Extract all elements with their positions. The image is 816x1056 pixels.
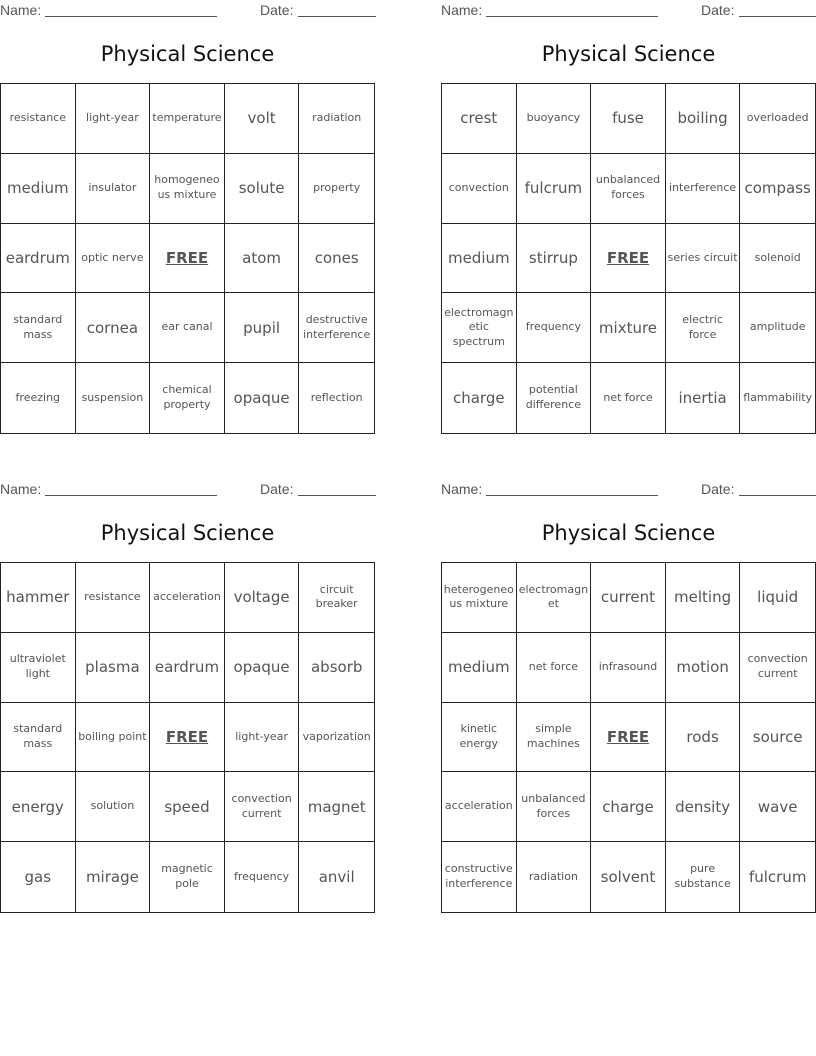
name-blank-line — [486, 16, 658, 17]
name-blank-line — [45, 495, 217, 496]
bingo-cell: density — [666, 772, 741, 842]
bingo-cell: current — [591, 563, 666, 633]
card-title: Physical Science — [541, 521, 716, 545]
bingo-cell: solute — [225, 154, 300, 224]
free-space-cell: FREE — [150, 224, 225, 294]
bingo-grid — [0, 562, 375, 913]
card-header — [0, 479, 375, 499]
bingo-cell: convection current — [740, 633, 815, 703]
bingo-cell: interference — [666, 154, 741, 224]
bingo-cell: freezing — [1, 363, 76, 433]
date-blank-line — [298, 16, 376, 17]
bingo-cell: melting — [666, 563, 741, 633]
bingo-cell: boiling point — [76, 703, 151, 773]
bingo-cell: kinetic energy — [442, 703, 517, 773]
name-blank-line — [45, 16, 217, 17]
bingo-card — [0, 479, 375, 919]
card-title: Physical Science — [100, 521, 275, 545]
bingo-cell: fuse — [591, 84, 666, 154]
bingo-cell: rods — [666, 703, 741, 773]
name-label: Name: — [441, 481, 483, 497]
bingo-cell: eardrum — [1, 224, 76, 294]
bingo-cell: crest — [442, 84, 517, 154]
bingo-cell: suspension — [76, 363, 151, 433]
bingo-cell: motion — [666, 633, 741, 703]
bingo-cell: buoyancy — [517, 84, 592, 154]
bingo-cell: insulator — [76, 154, 151, 224]
bingo-cell: pure substance — [666, 842, 741, 912]
card-header — [0, 0, 375, 20]
bingo-cell: magnet — [299, 772, 374, 842]
bingo-cell: boiling — [666, 84, 741, 154]
bingo-cell: mixture — [591, 293, 666, 363]
bingo-cell: constructive interference — [442, 842, 517, 912]
bingo-cell: homogeneous mixture — [150, 154, 225, 224]
bingo-cell: chemical property — [150, 363, 225, 433]
bingo-cell: cones — [299, 224, 374, 294]
bingo-cell: resistance — [1, 84, 76, 154]
bingo-cell: stirrup — [517, 224, 592, 294]
bingo-cell: frequency — [225, 842, 300, 912]
bingo-cell: source — [740, 703, 815, 773]
date-label: Date: — [701, 2, 735, 18]
bingo-cell: resistance — [76, 563, 151, 633]
bingo-cell: potential difference — [517, 363, 592, 433]
date-label: Date: — [701, 481, 735, 497]
bingo-grid — [0, 83, 375, 434]
bingo-cell: volt — [225, 84, 300, 154]
bingo-cell: radiation — [517, 842, 592, 912]
bingo-cell: solution — [76, 772, 151, 842]
name-label: Name: — [0, 2, 42, 18]
bingo-cell: standard mass — [1, 703, 76, 773]
card-title: Physical Science — [541, 42, 716, 66]
bingo-cell: overloaded — [740, 84, 815, 154]
date-blank-line — [739, 16, 816, 17]
bingo-cell: medium — [442, 224, 517, 294]
bingo-cell: speed — [150, 772, 225, 842]
bingo-cell: net force — [517, 633, 592, 703]
bingo-cell: optic nerve — [76, 224, 151, 294]
bingo-card — [0, 0, 375, 440]
card-header — [441, 0, 816, 20]
bingo-cell: solenoid — [740, 224, 815, 294]
bingo-cell: solvent — [591, 842, 666, 912]
bingo-cell: temperature — [150, 84, 225, 154]
date-blank-line — [298, 495, 376, 496]
bingo-cell: charge — [591, 772, 666, 842]
bingo-cell: fulcrum — [517, 154, 592, 224]
name-label: Name: — [0, 481, 42, 497]
bingo-cell: cornea — [76, 293, 151, 363]
bingo-cell: compass — [740, 154, 815, 224]
bingo-cell: hammer — [1, 563, 76, 633]
date-label: Date: — [260, 2, 294, 18]
bingo-cell: frequency — [517, 293, 592, 363]
bingo-cell: electric force — [666, 293, 741, 363]
bingo-cell: flammability — [743, 390, 813, 404]
free-space-cell: FREE — [150, 703, 225, 773]
bingo-card — [441, 479, 816, 919]
bingo-cell: wave — [740, 772, 815, 842]
bingo-cell: standard mass — [1, 293, 76, 363]
bingo-cell: ear canal — [150, 293, 225, 363]
bingo-cell: property — [299, 154, 374, 224]
bingo-cell: net force — [591, 363, 666, 433]
bingo-cell: electromagnetic spectrum — [442, 293, 517, 363]
bingo-cell: anvil — [318, 867, 355, 886]
bingo-cell: atom — [225, 224, 300, 294]
bingo-cell: plasma — [76, 633, 151, 703]
bingo-cell: medium — [442, 633, 517, 703]
bingo-cell: convection current — [225, 772, 300, 842]
bingo-cell: radiation — [299, 84, 374, 154]
card-title: Physical Science — [100, 42, 275, 66]
bingo-cell: absorb — [299, 633, 374, 703]
bingo-cell: voltage — [225, 563, 300, 633]
bingo-cell: fulcrum — [748, 867, 807, 886]
free-space-cell: FREE — [591, 703, 666, 773]
bingo-card — [441, 0, 816, 440]
bingo-cell: simple machines — [517, 703, 592, 773]
bingo-cell: acceleration — [442, 772, 517, 842]
bingo-cell: magnetic pole — [150, 842, 225, 912]
bingo-cell: heterogeneous mixture — [442, 563, 517, 633]
bingo-cell: reflection — [310, 390, 363, 404]
free-space-cell: FREE — [591, 224, 666, 294]
bingo-cell: gas — [1, 842, 76, 912]
bingo-grid — [441, 83, 816, 434]
bingo-cell: ultraviolet light — [1, 633, 76, 703]
bingo-cell: acceleration — [150, 563, 225, 633]
name-blank-line — [486, 495, 658, 496]
bingo-cell: series circuit — [666, 224, 741, 294]
bingo-cell: unbalanced forces — [591, 154, 666, 224]
bingo-cell: opaque — [225, 363, 300, 433]
bingo-cell: vaporization — [299, 703, 374, 773]
bingo-grid — [441, 562, 816, 913]
bingo-cell: pupil — [225, 293, 300, 363]
bingo-cell: light-year — [76, 84, 151, 154]
bingo-cell: destructive interference — [299, 293, 374, 363]
card-header — [441, 479, 816, 499]
bingo-cell: inertia — [666, 363, 741, 433]
date-label: Date: — [260, 481, 294, 497]
bingo-cell: mirage — [76, 842, 151, 912]
bingo-cell: amplitude — [740, 293, 815, 363]
bingo-cell: charge — [442, 363, 517, 433]
bingo-cell: infrasound — [591, 633, 666, 703]
bingo-cell: electromagnet — [517, 563, 592, 633]
bingo-cell: circuit breaker — [299, 563, 374, 633]
bingo-cell: light-year — [225, 703, 300, 773]
name-label: Name: — [441, 2, 483, 18]
bingo-cell: eardrum — [150, 633, 225, 703]
date-blank-line — [739, 495, 816, 496]
bingo-cell: opaque — [225, 633, 300, 703]
bingo-cell: medium — [1, 154, 76, 224]
bingo-cell: convection — [442, 154, 517, 224]
bingo-cell: energy — [1, 772, 76, 842]
bingo-cell: liquid — [740, 563, 815, 633]
bingo-cell: unbalanced forces — [517, 772, 592, 842]
